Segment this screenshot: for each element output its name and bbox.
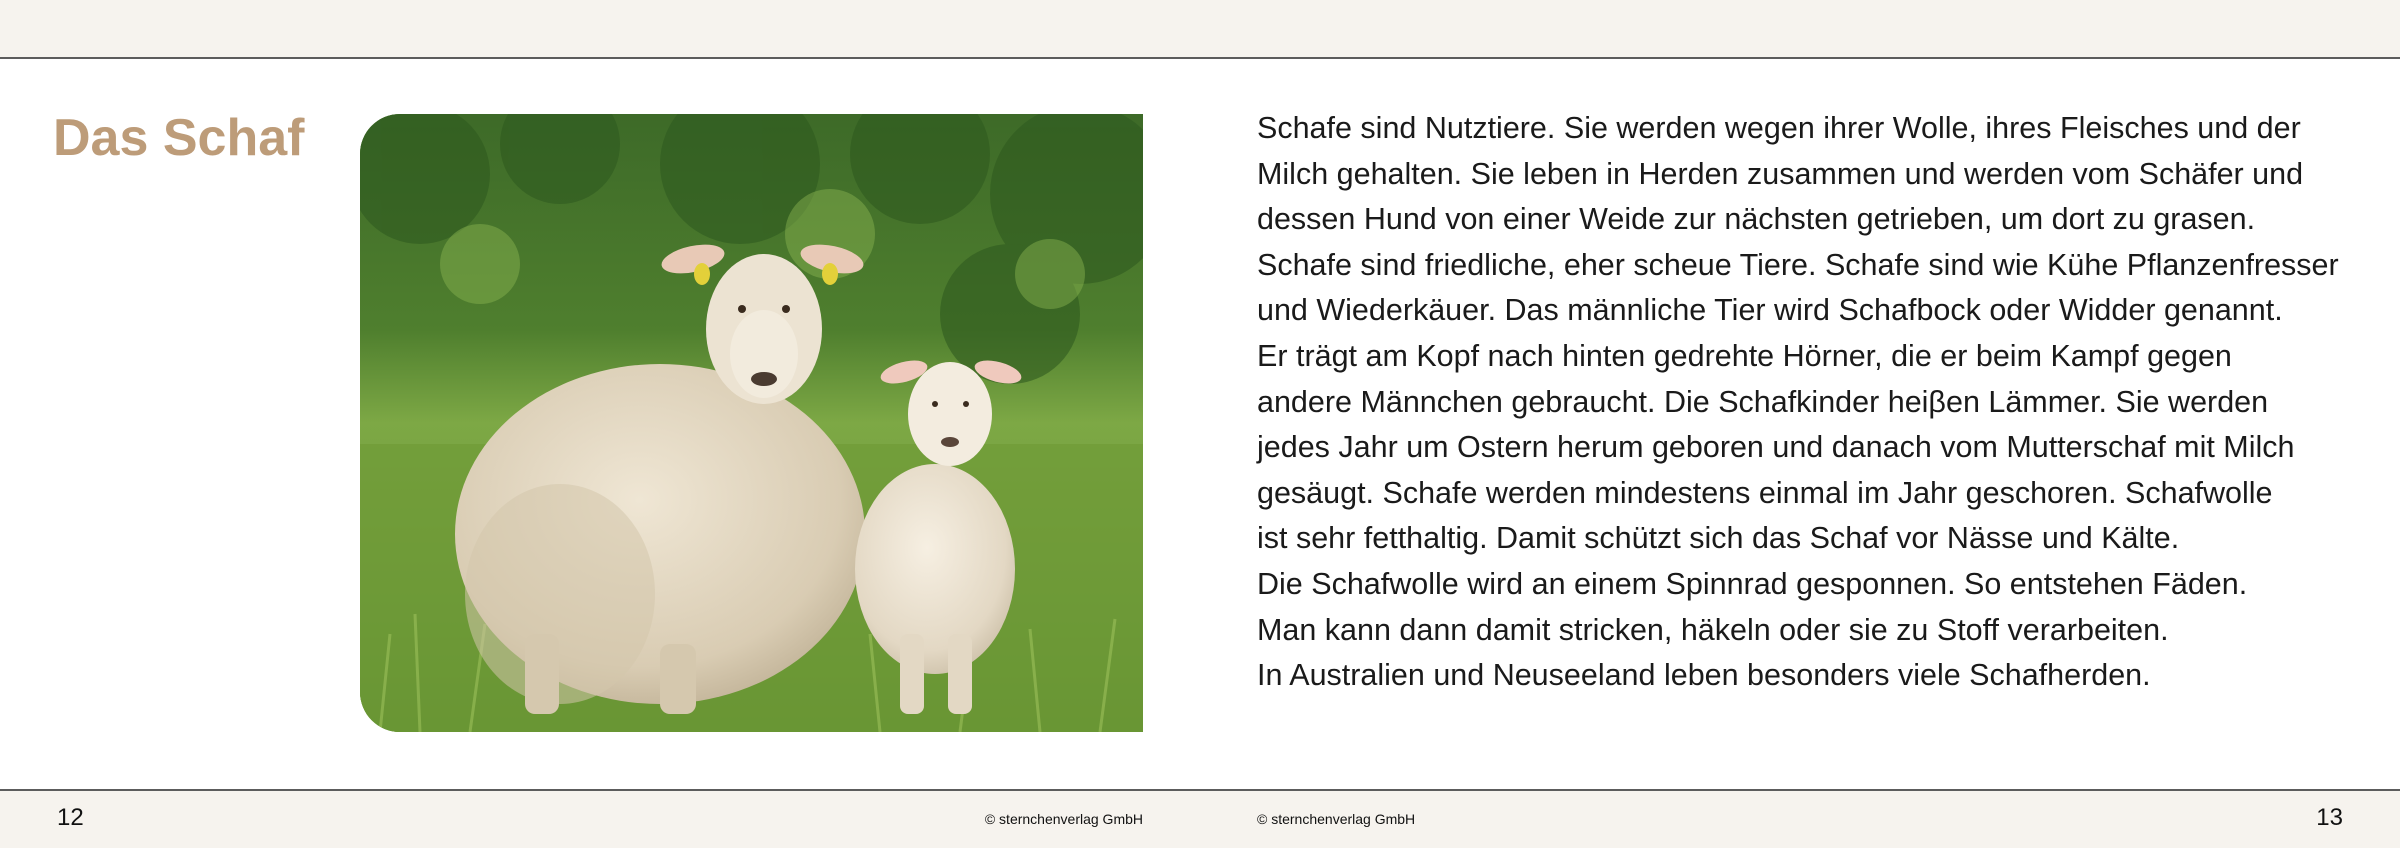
copyright-left: © sternchenverlag GmbH (984, 811, 1143, 827)
page-number-right: 13 (2316, 804, 2343, 831)
body-text (1257, 106, 2377, 699)
body-line: Milch gehalten. Sie leben in Herden zusammen und werden vom Schäfer und (1257, 156, 2304, 191)
body-line: Schafe sind Nutztiere. Sie werden wegen ihrer Wolle, ihres Fleisches und der (1257, 111, 2301, 145)
body-line: Schafe sind friedliche, eher scheue Tiere. Schafe sind wie Kühe Pflanzenfresser (1257, 247, 2339, 282)
top-band (0, 0, 2400, 59)
sheep-photo (360, 114, 1143, 732)
body-line: andere Männchen gebraucht. Die Schafkinder heiβen Lämmer. Sie werden (1257, 384, 2269, 419)
body-line: Man kann dann damit stricken, häkeln oder sie zu Stoff verarbeiten. (1257, 612, 2169, 647)
body-line: Er trägt am Kopf nach hinten gedrehte Hörner, die er beim Kampf gegen (1257, 338, 2232, 373)
page-number-left: 12 (57, 804, 84, 831)
body-line: Die Schafwolle wird an einem Spinnrad gesponnen. So entstehen Fäden. (1257, 566, 2248, 601)
body-line: gesäugt. Schafe werden mindestens einmal im Jahr geschoren. Schafwolle (1257, 475, 2273, 510)
body-line: dessen Hund von einer Weide zur nächsten getrieben, um dort zu grasen. (1257, 202, 2256, 237)
page-title: Das Schaf (53, 109, 305, 167)
copyright-right: © sternchenverlag GmbH (1257, 811, 1416, 827)
body-line: und Wiederkäuer. Das männliche Tier wird Schafbock oder Widder genannt. (1257, 293, 2283, 328)
body-line: In Australien und Neuseeland leben besonders viele Schafherden. (1257, 658, 2151, 693)
body-line: jedes Jahr um Ostern herum geboren und danach vom Mutterschaf mit Milch (1257, 430, 2295, 465)
bottom-band (0, 789, 2400, 848)
body-line: ist sehr fetthaltig. Damit schützt sich das Schaf vor Nässe und Kälte. (1257, 521, 2180, 556)
